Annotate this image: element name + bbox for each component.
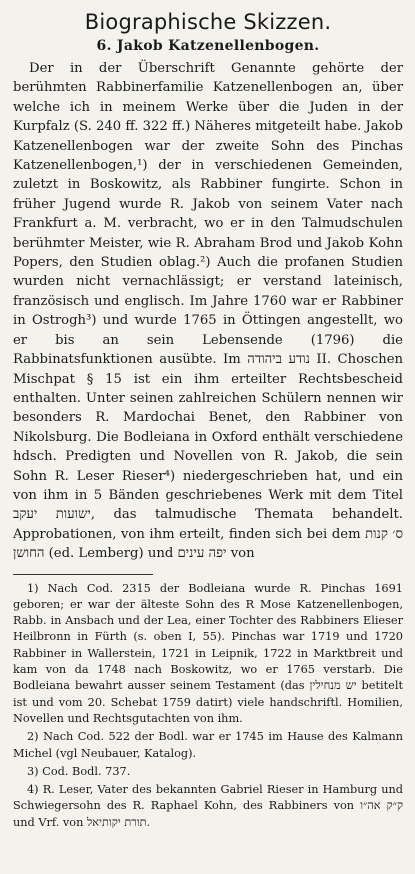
running-head: Biographische Skizzen. bbox=[84, 10, 332, 34]
footnote-2: 2) Nach Cod. 522 der Bodl. war er 1745 im Hause des Kalmann Michel (vgl Neubauer, Katalog). bbox=[13, 730, 403, 760]
footnote-1: 1) Nach Cod. 2315 der Bodleiana wurde R. Pinchas 1691 geboren; er war der älteste Sohn des R Mose Katzenellenbogen, Rabb. in Ansbach und der Lea, einer Tochter des Rabbiners Elieser Heilbronn in Fürth (s. oben I, 55). Pinchas war 1719 und 1720 Rabbiner in Wallerstein, 1721 in Leipnik, 1722 in Marktbreit und kam von da 1748 nach Boskowitz, wo er 1765 verstarb. Die Bodleiana bewahrt ausser seinem Testament (das יש מנחילין betitelt ist und vom 20. Schebat 1759 datirt) viele handschriftl. Homilien, Novellen und Rechtsgutachten von ihm. bbox=[13, 581, 403, 725]
footnote-divider bbox=[13, 574, 153, 575]
body-paragraph: Der in der Überschrift Genannte gehörte der berühmten Rabbinerfamilie Katzenellenbogen an, über welche ich in meinem Werke über die Juden in der Kurpfalz (S. 240 ff. 322 ff.) Näheres mitgeteilt habe. Jakob Katzenellenbogen war der zweite Sohn des Pinchas Katzenellenbogen,¹) der in verschiedenen Gemeinden, zuletzt in Boskowitz, als Rabbiner fungirte. Schon in früher Jugend wurde R. Jakob von seinem Vater nach Frankfurt a. M. verbracht, wo er in den Talmudschulen berühmter Meister, wie R. Abraham Brod und Jakob Kohn Popers, den Studien oblag.²) Auch die profanen Studien wurden nicht vernachlässigt; er verstand lateinisch, französisch und englisch. Im Jahre 1760 war er Rabbiner in Ostrogh³) und wurde 1765 in Öttingen angestellt, wo er bis an sein Lebensende (1796) die Rabbinatsfunktionen ausübte. Im נודע ביהודה II. Choschen Mischpat § 15 ist ein ihm erteilter Rechtsbescheid enthalten. Unter seinen zahlreichen Schülern nennen wir besonders R. Mardochai Benet, den Rabbiner von Nikolsburg. Die Bodleiana in Oxford enthält verschiedene hdsch. Predigten und Novellen von R. Jakob, die sein Sohn R. Leser Rieser⁴) niedergeschrieben hat, und ein von ihm in 5 Bänden geschriebenes Werk mit dem Titel ישועות יעקב, das talmudische Themata behandelt. Approbationen, von ihm erteilt, finden sich bei dem ס׳ קנות החושן (ed. Lemberg) und יפה עינים von bbox=[13, 61, 404, 562]
footnotes bbox=[13, 581, 403, 831]
footnote-3: 3) Cod. Bodl. 737. bbox=[27, 764, 131, 778]
footnote-4: 4) R. Leser, Vater des bekannten Gabriel Rieser in Hamburg und Schwiegersohn des R. Raphael Kohn, des Rabbiners von ק״ק אה״ו und Vrf. von תורת יקותיאל. bbox=[13, 783, 403, 829]
section-title: 6. Jakob Katzenellenbogen. bbox=[96, 38, 320, 54]
